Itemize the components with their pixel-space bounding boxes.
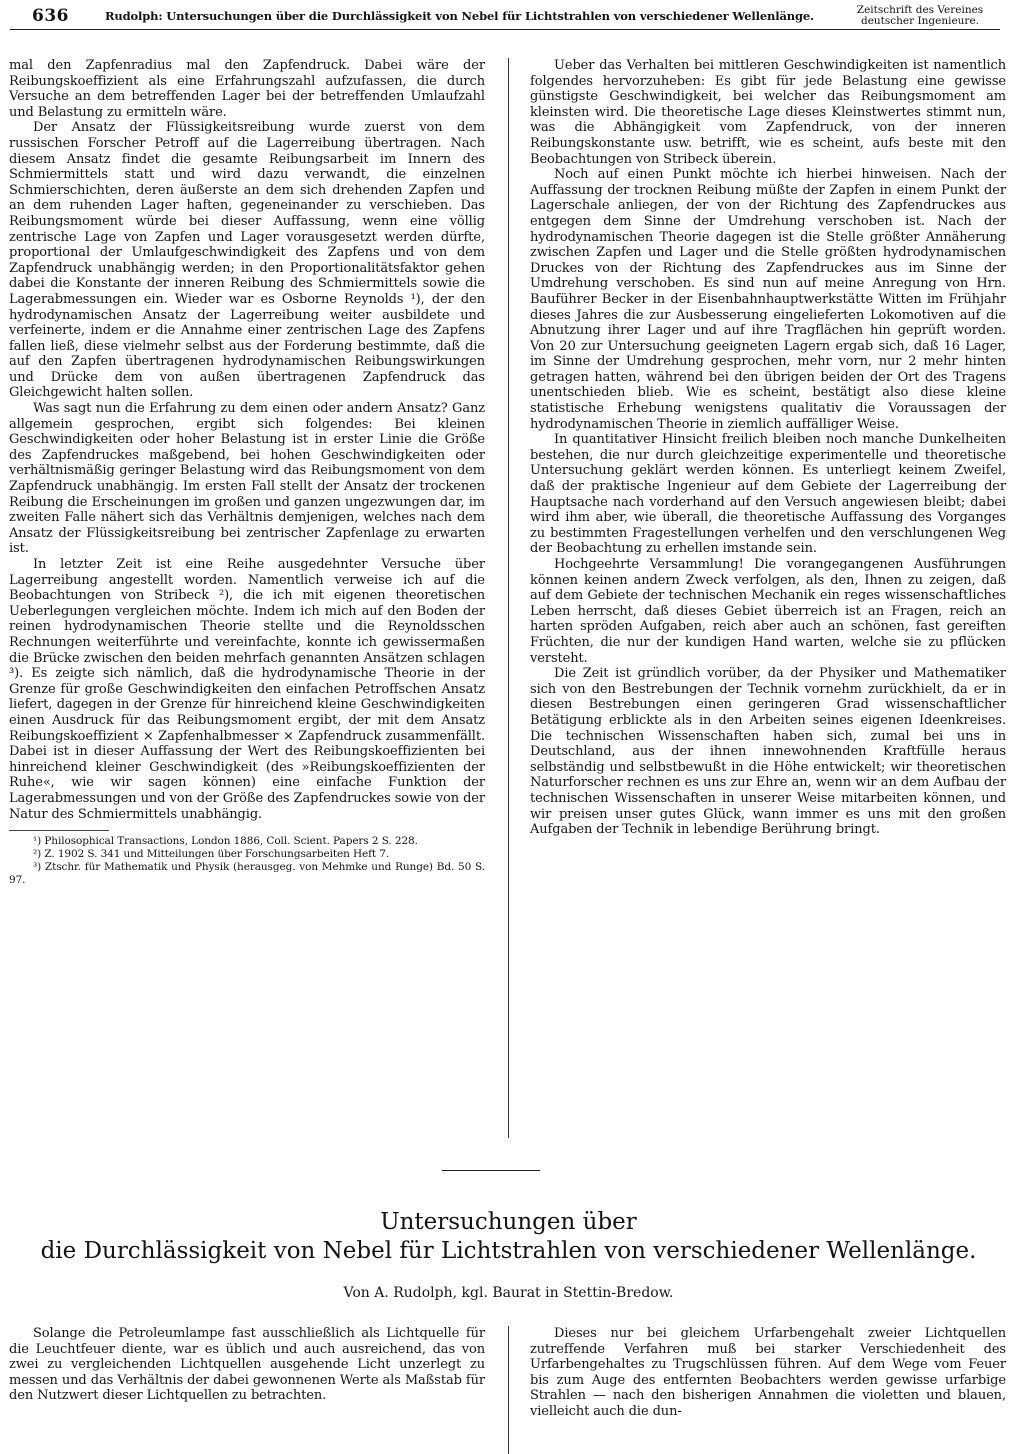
article-title-line-1: Untersuchungen über xyxy=(380,1209,637,1235)
column-divider xyxy=(508,1326,509,1454)
article-right-column xyxy=(530,1326,1006,1420)
paragraph: Ueber das Verhalten bei mittleren Geschwindigkeiten ist namentlich folgendes hervorzuheben: Es gibt für jede Belastung eine gewisse günstigste Geschwindigkeit, bei welcher das Reibungsmoment am kleinsten wird. Die theoretische Lage dieses Kleinstwertes stimmt nun, was die Abhängigkeit vom Zapfendruck, von der inneren Reibungskonstante usw. betrifft, wie es scheint, aufs beste mit den Beobachtungen von Stribeck überein. xyxy=(530,58,1006,167)
paragraph: Noch auf einen Punkt möchte ich hierbei hinweisen. Nach der Auffassung der trocknen Reibung müßte der Zapfen in einem Punkt der Lagerschale anliegen, der von der Richtung des Zapfendruckes aus entgegen dem Sinne der Umdrehung verschoben ist. Nach der hydrodynamischen Theorie dagegen ist die Stelle größter Annäherung zwischen Zapfen und Lager und die Stelle größten hydrodynamischen Druckes von der Richtung des Zapfendruckes aus im Sinne der Umdrehung verschoben. Es sind nun auf meine Anregung von Hrn. Bauführer Becker in der Eisenbahnhauptwerkstätte Witten im Frühjahr dieses Jahres die zur Ausbesserung eingelieferten Lokomotiven auf die Abnutzung ihrer Lager und auf ihre Tragflächen hin geprüft worden. Von 20 zur Untersuchung geeigneten Lagern ergab sich, daß 16 Lager, im Sinne der Umdrehung gesprochen, mehr vorn, nur 2 mehr hinten getragen hatten, während bei den übrigen beiden der Ort des Tragens unentschieden blieb. Wie es scheint, bestätigt also diese kleine statistische Erhebung wenigstens qualitativ die Voraussagen der hydrodynamischen Theorie in ziemlich auffälliger Weise. xyxy=(530,167,1006,432)
paragraph: Solange die Petroleumlampe fast ausschließlich als Lichtquelle für die Leuchtfeuer diente, war es üblich und auch ausreichend, das von zwei zu vergleichenden Lichtquellen ausgehende Licht unzerlegt zu messen und das Verhältnis der dabei gewonnenen Werte als Maßstab für den Nutzwert dieser Lichtquellen zu betrachten. xyxy=(9,1326,485,1404)
journal-line-1: Zeitschrift des Vereines xyxy=(856,4,984,16)
paragraph: In quantitativer Hinsicht freilich bleiben noch manche Dunkelheiten bestehen, die nur durch gleichzeitige experimentelle und theoretische Untersuchung geklärt werden können. Es unterliegt keinem Zweifel, daß der praktische Ingenieur auf dem Gebiete der Lagerreibung der Hauptsache nach vorderhand auf den Versuch angewiesen bleibt; dabei wird ihm aber, wie überall, die theoretische Auffassung des Vorganges zu bestimmten Fragestellungen verhelfen und den verschlungenen Weg der Beobachtung zu erhellen imstande sein. xyxy=(530,432,1006,557)
running-title: Rudolph: Untersuchungen über die Durchlässigkeit von Nebel für Lichtstrahlen von verschiedener Wellenlänge. xyxy=(105,9,814,23)
article-separator xyxy=(442,1170,540,1171)
paragraph: mal den Zapfenradius mal den Zapfendruck. Dabei wäre der Reibungskoeffizient als eine Erfahrungszahl aufzufassen, die durch Versuche an dem betreffenden Lager bei der betreffenden Umlaufzahl und Belastung zu ermitteln wäre. xyxy=(9,58,485,120)
paragraph: In letzter Zeit ist eine Reihe ausgedehnter Versuche über Lagerreibung angestellt worden. Namentlich verweise ich auf die Beobachtungen von Stribeck ²), die ich mit eigenen theoretischen Ueberlegungen vergleichen möchte. Indem ich mich auf den Boden der reinen hydrodynamischen Theorie stellte und die Reynoldsschen Rechnungen weiterführte und vereinfachte, konnte ich gewissermaßen die Brücke zwischen den beiden mehrfach genannten Ansätzen schlagen ³). Es zeigte sich nämlich, daß die hydrodynamische Theorie in der Grenze für große Geschwindigkeiten den einfachen Petroffschen Ansatz liefert, dagegen in der Grenze für hinreichend kleine Geschwindigkeiten einen Ausdruck für das Reibungsmoment ergibt, der mit dem Ansatz Reibungskoeffizient × Zapfenhalbmesser × Zapfendruck zusammenfällt. Dabei ist in dieser Auffassung der Wert des Reibungskoeffizienten bei hinreichend kleiner Geschwindigkeit (des »Reibungskoeffizienten der Ruhe«, wie wir sagen können) eine einfache Funktion der Lagerabmessungen und von der Größe des Zapfendruckes sowie von der Natur des Schmiermittels unabhängig. xyxy=(9,557,485,822)
article-byline: Von A. Rudolph, kgl. Baurat in Stettin-Bredow. xyxy=(343,1285,674,1301)
footnote-1: ¹) Philosophical Transactions, London 1886, Coll. Scient. Papers 2 S. 228. xyxy=(33,835,418,848)
footnote-3: ³) Ztschr. für Mathematik und Physik (herausgeg. von Mehmke und Runge) Bd. 50 S. 97. xyxy=(9,861,485,887)
column-divider xyxy=(508,58,509,1138)
right-column xyxy=(530,58,1006,838)
journal-line-2: deutscher Ingenieure. xyxy=(860,15,980,27)
page-number: 636 xyxy=(32,6,69,26)
footnote-2: ²) Z. 1902 S. 341 und Mitteilungen über Forschungsarbeiten Heft 7. xyxy=(33,848,390,861)
journal-name xyxy=(845,5,995,27)
footnote-rule xyxy=(9,830,109,831)
paragraph: Was sagt nun die Erfahrung zu dem einen oder andern Ansatz? Ganz allgemein gesprochen, ergibt sich folgendes: Bei kleinen Geschwindigkeiten oder hoher Belastung ist in erster Linie die Größe des Zapfendruckes maßgebend, bei hohen Geschwindigkeiten oder verhältnismäßig geringer Belastung wird das Reibungsmoment von dem Zapfendruck unabhängig. Im ersten Fall stellt der Ansatz der trockenen Reibung die Erscheinungen im großen und ganzen ungezwungen dar, im zweiten Falle nähert sich das Verhältnis demjenigen, welches nach dem Ansatz der Flüssigkeitsreibung bei zentrischer Zapfenlage zu erwarten ist. xyxy=(9,401,485,557)
paragraph: Der Ansatz der Flüssigkeitsreibung wurde zuerst von dem russischen Forscher Petroff auf die Lagerreibung übertragen. Nach diesem Ansatz findet die gesamte Reibungsarbeit im Innern des Schmiermittels statt und wird dazu verwandt, die einzelnen Schmierschichten, deren äußerste an dem sich drehenden Zapfen und an dem ruhenden Lager haften, gegeneinander zu verschieben. Das Reibungsmoment würde bei dieser Auffassung, wenn eine völlig zentrische Lage von Zapfen und Lager vorausgesetzt werden dürfte, proportional der Umlaufgeschwindigkeit des Zapfens und von dem Zapfendruck unabhängig werden; in den Proportionalitätsfaktor gehen dabei die Konstante der inneren Reibung des Schmiermittels sowie die Lagerabmessungen ein. Wieder war es Osborne Reynolds ¹), der den hydrodynamischen Ansatz der Lagerreibung weiter ausbildete und verfeinerte, indem er die Annahme einer zentrischen Lage des Zapfens fallen ließ, diese vielmehr selbst aus der Forderung bestimmte, daß die auf den Zapfen übertragenen hydrodynamischen Reibungswirkungen und Drücke dem von außen übertragenen Zapfendruck das Gleichgewicht halten sollen. xyxy=(9,120,485,401)
article-left-column xyxy=(9,1326,485,1404)
article-title-line-2: die Durchlässigkeit von Nebel für Lichtstrahlen von verschiedener Wellenlänge. xyxy=(40,1238,977,1264)
left-column xyxy=(9,58,485,887)
paragraph: Dieses nur bei gleichem Urfarbengehalt zweier Lichtquellen zutreffende Verfahren muß bei starker Verschiedenheit des Urfarbengehaltes zu Trugschlüssen führen. Auf dem Wege vom Feuer bis zum Auge des entfernten Beobachters werden gewisse urfarbige Strahlen — nach den bisherigen Annahmen die violetten und blauen, vielleicht auch die dun- xyxy=(530,1326,1006,1419)
header-rule xyxy=(10,29,1000,30)
paragraph: Die Zeit ist gründlich vorüber, da der Physiker und Mathematiker sich von den Bestrebungen der Technik vornehm zurückhielt, da er in diesen Bestrebungen einen geringeren Grad wissenschaftlicher Betätigung erblickte als in den Arbeiten seines eigenen Ideenkreises. Die technischen Wissenschaften haben sich, zumal bei uns in Deutschland, aus der ihnen innewohnenden Kraftfülle heraus selbständig und selbstbewußt in die Höhe entwickelt; wir theoretischen Naturforscher rechnen es uns zur Ehre an, wenn wir an dem Aufbau der technischen Wissenschaften in unserer Weise mitarbeiten können, und wir preisen unser gutes Glück, wann immer es uns mit den großen Aufgaben der Technik in lebendige Berührung bringt. xyxy=(530,666,1006,838)
paragraph: Hochgeehrte Versammlung! Die vorangegangenen Ausführungen können keinen andern Zweck verfolgen, als den, Ihnen zu zeigen, daß auf dem Gebiete der technischen Mechanik ein reges wissenschaftliches Leben herrscht, daß dieses Gebiet überreich ist an Fragen, reich an harten spröden Aufgaben, reich aber auch an schönen, fast gereiften Früchten, die nur der kundigen Hand warten, welche sie zu pflücken versteht. xyxy=(530,557,1006,666)
page-header xyxy=(0,0,1017,30)
